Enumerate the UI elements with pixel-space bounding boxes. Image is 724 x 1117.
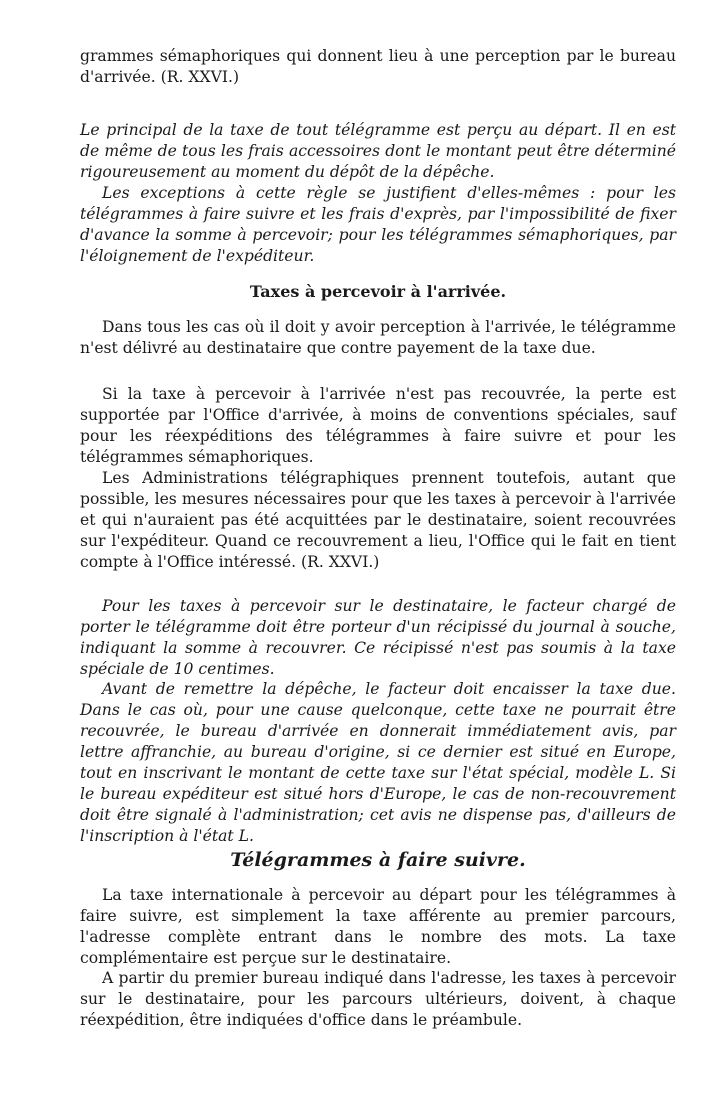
paragraph-encaisser-taxe: Avant de remettre la dépêche, le facteur doit encaisser la taxe due. Dans le cas où, pour une cause quelconque, cette taxe ne pourrait être recouvrée, le bureau d'arrivée en donnerait immédiatement avis, par lettre affranchie, au bureau d'origine, si ce dernier est situé en Europe, tout en inscrivant le montant de cette taxe sur l'état spécial, modèle L. Si le bureau expéditeur est situé hors d'Europe, le cas de non-recouvrement doit être signalé à l'administration; cet avis ne dispense pas, d'ailleurs de l'inscription à l'état L. [80, 680, 676, 845]
paragraph-perception-arrivee: Dans tous les cas où il doit y avoir perception à l'arrivée, le télégramme n'est délivré au destinataire que contre payement de la taxe due. [80, 318, 676, 357]
paragraph-exceptions: Les exceptions à cette règle se justifient d'elles-mêmes : pour les télégrammes à faire suivre et les frais d'exprès, par l'impossibilité de fixer d'avance la somme à percevoir; pour les télégrammes sémaphoriques, par l'éloignement de l'expéditeur. [80, 184, 676, 265]
paragraph-taxe-internationale: La taxe internationale à percevoir au départ pour les télégrammes à faire suivre, est simplement la taxe afférente au premier parcours, l'adresse complète entrant dans le nombre des mots. La taxe complémentaire est perçue sur le destinataire. [80, 886, 676, 967]
paragraph-taxe-non-recouvree: Si la taxe à percevoir à l'arrivée n'est pas recouvrée, la perte est supportée par l'Office d'arrivée, à moins de conventions spéciales, sauf pour les réexpéditions des télégrammes à faire suivre et pour les télégrammes sémaphoriques. [80, 385, 676, 466]
section-heading-arrivee: Taxes à percevoir à l'arrivée. [249, 282, 507, 301]
paragraph-facteur-recepisse: Pour les taxes à percevoir sur le destinataire, le facteur chargé de porter le télégramme doit être porteur d'un récipissé du journal à souche, indiquant la somme à recouvrer. Ce récipissé n'est pas soumis à la taxe spéciale de 10 centimes. [80, 597, 676, 678]
paragraph-continuation: grammes sémaphoriques qui donnent lieu à une perception par le bureau d'arrivée. (R. XXVI.) [80, 47, 676, 86]
paragraph-principal-taxe: Le principal de la taxe de tout télégramme est perçu au départ. Il en est de même de tous les frais accessoires dont le montant peut être déterminé rigoureusement au moment du dépôt de la dépêche. [80, 121, 676, 181]
section-heading-faire-suivre: Télégrammes à faire suivre. [230, 849, 526, 871]
paragraph-administrations: Les Administrations télégraphiques prennent toutefois, autant que possible, les mesures nécessaires pour que les taxes à percevoir à l'arrivée et qui n'auraient pas été acquittées par le destinataire, soient recouvrées sur l'expéditeur. Quand ce recouvrement a lieu, l'Office qui le fait en tient compte à l'Office intéressé. (R. XXVI.) [80, 469, 676, 571]
paragraph-premier-bureau: A partir du premier bureau indiqué dans l'adresse, les taxes à percevoir sur le destinataire, pour les parcours ultérieurs, doivent, à chaque réexpédition, être indiquées d'office dans le préambule. [80, 969, 676, 1029]
